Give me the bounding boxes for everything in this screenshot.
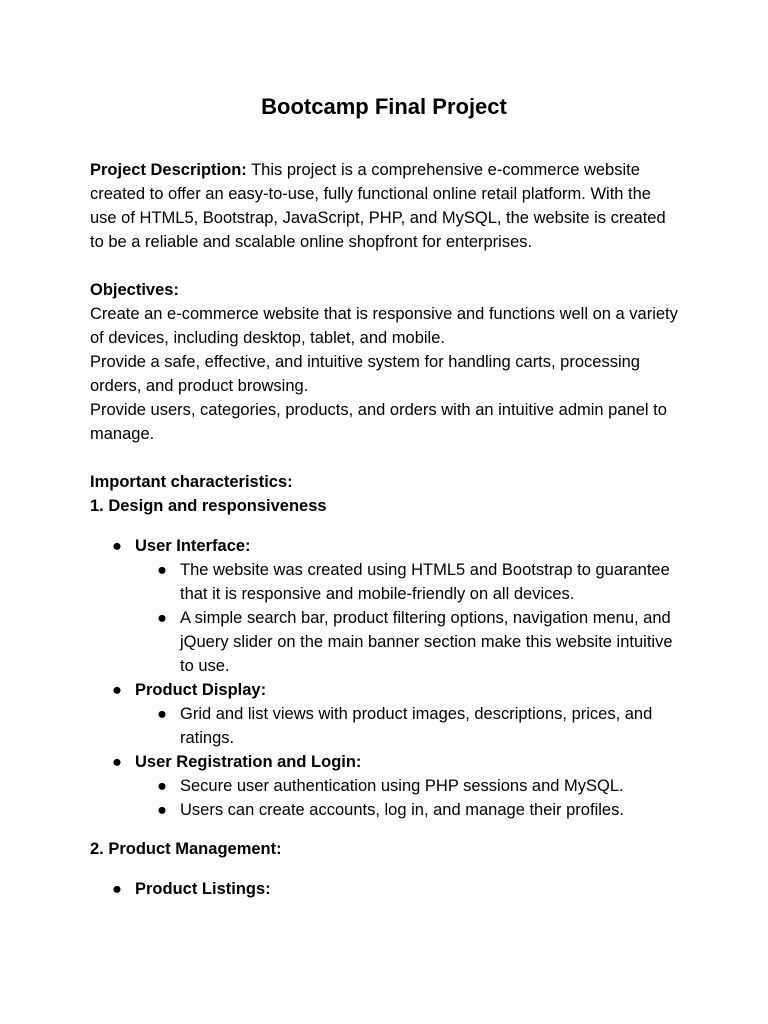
- sub-list-item: [135, 558, 678, 606]
- characteristics-heading: Important characteristics:: [90, 473, 293, 491]
- bullet-icon: ●: [112, 681, 122, 699]
- project-description: [90, 158, 678, 254]
- objective-item: Provide users, categories, products, and orders with an intuitive admin panel to manage.: [90, 401, 667, 443]
- group-label-user-interface: User Interface:: [135, 537, 251, 555]
- page-title: Bootcamp Final Project: [261, 94, 507, 119]
- group-label-user-registration: User Registration and Login:: [135, 753, 362, 771]
- list-item: [90, 678, 678, 750]
- sub-list-item: [135, 798, 678, 822]
- project-description-label: Project Description:: [90, 161, 247, 179]
- section-2-title: 2. Product Management:: [90, 840, 282, 858]
- bullet-icon: ●: [157, 705, 167, 723]
- bullet-icon: ●: [112, 753, 122, 771]
- sub-list-item: [135, 606, 678, 678]
- section-1-list: [90, 534, 678, 822]
- sub-list: [135, 774, 678, 822]
- sub-list-item-text: A simple search bar, product filtering options, navigation menu, and jQuery slider on the main banner section make this website intuitive to use.: [180, 609, 673, 675]
- sub-list-item: [135, 774, 678, 798]
- project-description-text: This project is a comprehensive e-commerce website created to offer an easy-to-use, fully functional online retail platform. With the use of HTML5, Bootstrap, JavaScript, PHP, and MySQL, the website is created to be a reliable and scalable online shopfront for enterprises.: [90, 161, 666, 251]
- group-label-product-display: Product Display:: [135, 681, 267, 699]
- sub-list-item-text: Users can create accounts, log in, and manage their profiles.: [180, 801, 624, 819]
- bullet-icon: ●: [112, 880, 122, 898]
- bullet-icon: ●: [112, 537, 122, 555]
- sub-list-item-text: Grid and list views with product images, descriptions, prices, and ratings.: [180, 705, 653, 747]
- bullet-icon: ●: [157, 777, 167, 795]
- sub-list-item-text: Secure user authentication using PHP sessions and MySQL.: [180, 777, 624, 795]
- bullet-icon: ●: [157, 609, 167, 627]
- sub-list: [135, 702, 678, 750]
- list-item: [90, 534, 678, 678]
- section-2-list: [90, 877, 678, 901]
- objective-item: Provide a safe, effective, and intuitive system for handling carts, processing orders, and product browsing.: [90, 353, 640, 395]
- sub-list: [135, 558, 678, 678]
- group-label-product-listings: Product Listings:: [135, 880, 271, 898]
- objectives-heading: Objectives:: [90, 281, 179, 299]
- bullet-icon: ●: [157, 561, 167, 579]
- bullet-icon: ●: [157, 801, 167, 819]
- sub-list-item-text: The website was created using HTML5 and Bootstrap to guarantee that it is responsive and mobile-friendly on all devices.: [180, 561, 670, 603]
- list-item: [90, 750, 678, 822]
- sub-list-item: [135, 702, 678, 750]
- section-1-title: 1. Design and responsiveness: [90, 497, 327, 515]
- objective-item: Create an e-commerce website that is responsive and functions well on a variety of devices, including desktop, tablet, and mobile.: [90, 305, 678, 347]
- list-item: [90, 877, 678, 901]
